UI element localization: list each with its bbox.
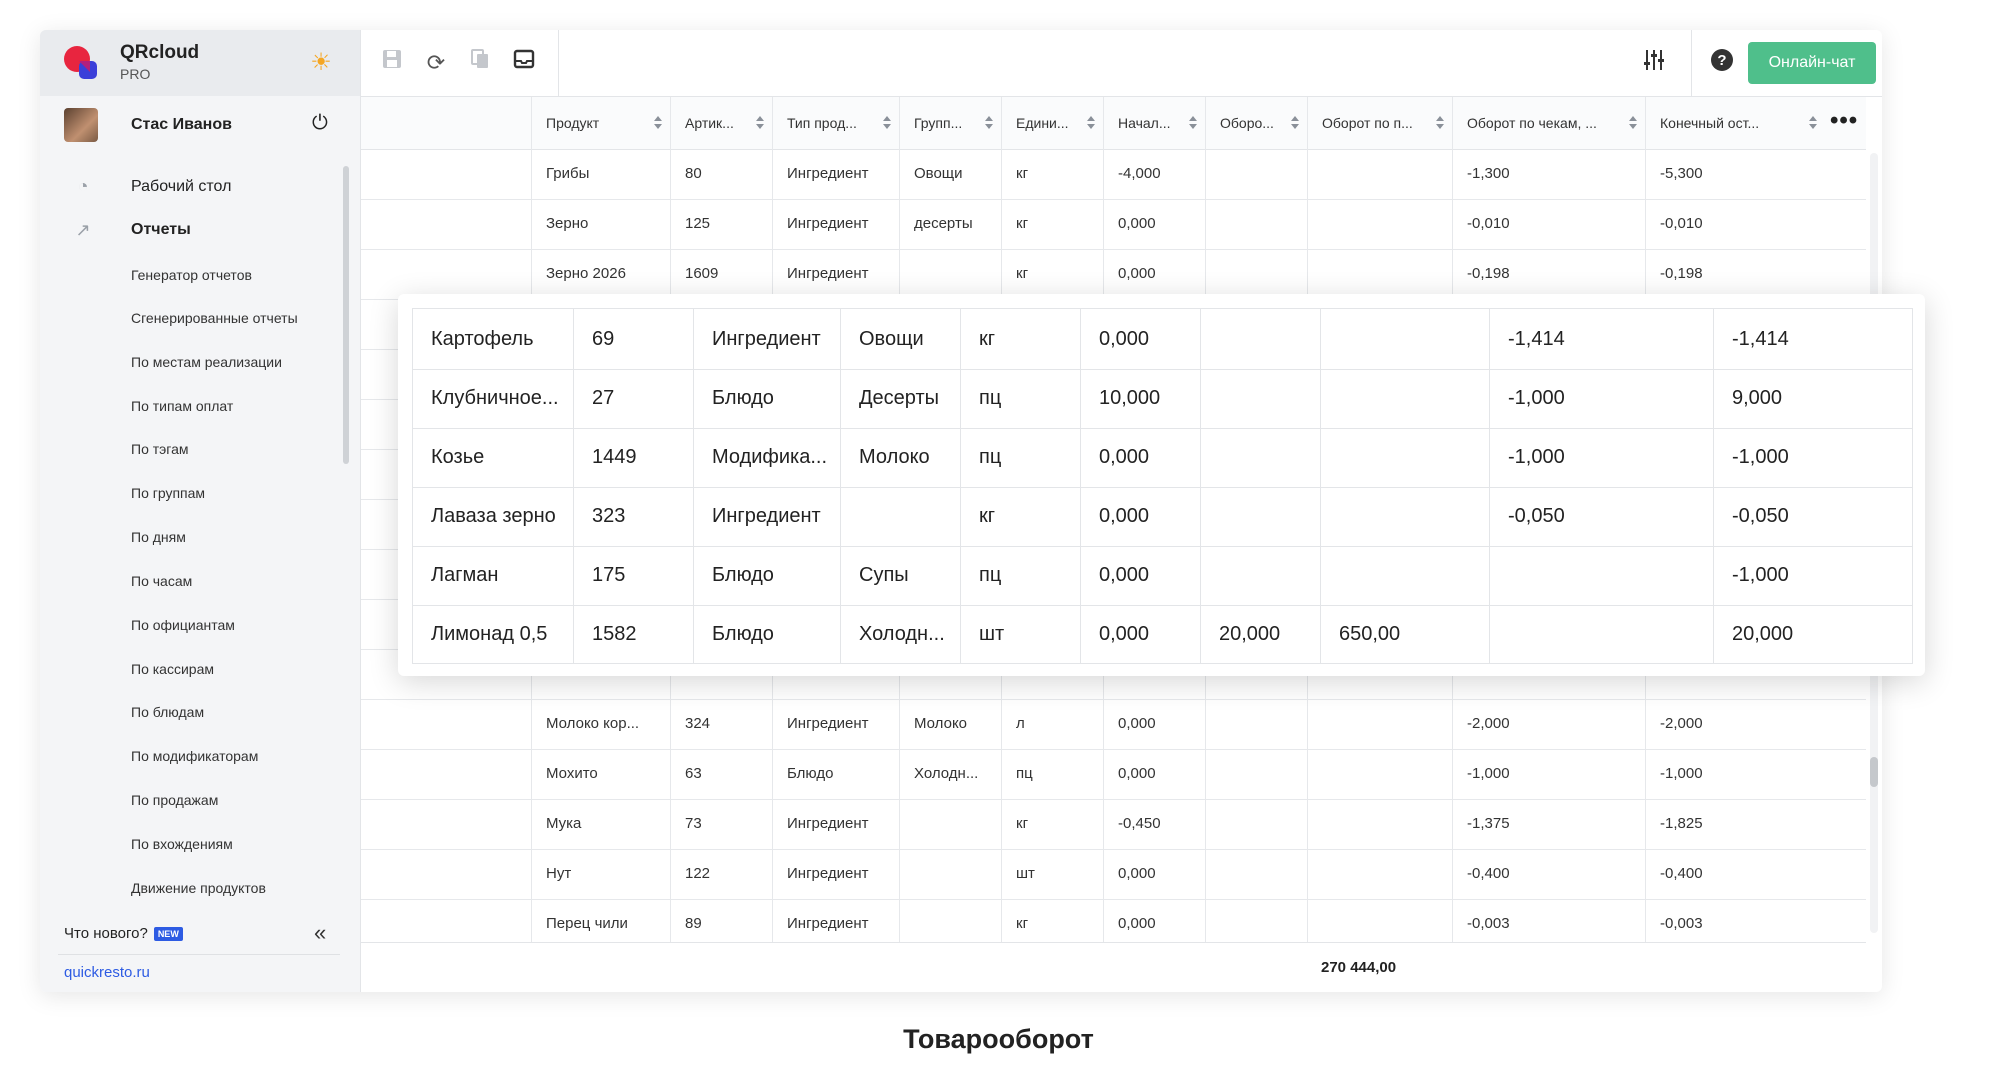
- table-cell: [899, 249, 1001, 299]
- brand-plan: PRO: [120, 66, 151, 82]
- table-cell: [1307, 149, 1452, 199]
- table-cell: [1307, 799, 1452, 849]
- total-turnover: 270 444,00: [1321, 959, 1397, 976]
- sidebar-scrollbar[interactable]: [343, 166, 349, 464]
- table-cell: десерты: [899, 199, 1001, 249]
- table-cell: [1205, 849, 1307, 899]
- table-cell: 1449: [573, 427, 693, 487]
- sort-icon: [883, 116, 891, 130]
- sort-icon: [1629, 116, 1637, 130]
- table-cell: Ингредиент: [772, 799, 899, 849]
- table-cell: -0,010: [1645, 199, 1825, 249]
- table-cell: -1,414: [1713, 309, 1912, 369]
- sidebar-item-report-generator[interactable]: Генератор отчетов: [131, 267, 252, 283]
- chart-icon: ↗: [75, 220, 91, 240]
- sidebar-item-by-sales[interactable]: По продажам: [131, 792, 219, 808]
- site-link[interactable]: quickresto.ru: [64, 964, 150, 981]
- table-cell: Молоко кор...: [531, 699, 670, 749]
- table-row[interactable]: [361, 699, 1866, 750]
- table-cell: 1609: [670, 249, 772, 299]
- row-blank-cell: [361, 749, 531, 799]
- filter-settings-icon[interactable]: [1639, 48, 1669, 78]
- table-row[interactable]: [413, 486, 1912, 547]
- column-header[interactable]: Артик...: [670, 97, 772, 149]
- table-cell: Ингредиент: [772, 199, 899, 249]
- sidebar-item-product-movement[interactable]: Движение продуктов: [131, 880, 266, 896]
- caption: Товарооборот: [903, 1024, 1094, 1054]
- sort-icon: [654, 116, 662, 130]
- column-header[interactable]: Групп...: [899, 97, 1001, 149]
- power-icon[interactable]: ⏻: [312, 112, 328, 134]
- table-cell: -2,000: [1452, 699, 1645, 749]
- table-cell: -4,000: [1103, 149, 1205, 199]
- row-blank-cell: [361, 149, 531, 199]
- table-cell: -1,375: [1452, 799, 1645, 849]
- sidebar-item-by-entries[interactable]: По вхождениям: [131, 836, 233, 852]
- table-cell: 0,000: [1103, 849, 1205, 899]
- table-cell: Зерно: [531, 199, 670, 249]
- column-header[interactable]: Оборот по п...: [1307, 97, 1452, 149]
- table-cell: -1,000: [1713, 545, 1912, 605]
- table-row[interactable]: [413, 368, 1912, 429]
- sort-icon: [756, 116, 764, 130]
- table-cell: [1200, 486, 1320, 546]
- table-cell: Овощи: [840, 309, 960, 369]
- table-cell: Зерно 2026: [531, 249, 670, 299]
- table-cell: -0,198: [1645, 249, 1825, 299]
- table-cell: кг: [1001, 199, 1103, 249]
- table-cell: Картофель: [431, 328, 534, 350]
- table-cell: Блюдо: [772, 749, 899, 799]
- table-cell: шт: [1001, 849, 1103, 899]
- sort-icon: [985, 116, 993, 130]
- sidebar-item-by-days[interactable]: По дням: [131, 529, 186, 545]
- table-cell: [1205, 249, 1307, 299]
- table-cell: 73: [670, 799, 772, 849]
- table-scrollbar-thumb[interactable]: [1870, 757, 1878, 787]
- table-cell: [1205, 199, 1307, 249]
- table-cell: [1489, 545, 1713, 605]
- row-blank-cell: [361, 699, 531, 749]
- column-header[interactable]: Тип прод...: [772, 97, 899, 149]
- table-cell: [1320, 309, 1489, 369]
- table-cell: -0,198: [1452, 249, 1645, 299]
- table-footer: [361, 942, 1866, 992]
- table-cell: -5,300: [1645, 149, 1825, 199]
- table-cell: Молоко: [840, 427, 960, 487]
- user-name: Стас Иванов: [131, 116, 232, 133]
- column-header[interactable]: Оборот по чекам, ...: [1452, 97, 1645, 149]
- row-blank-cell: [361, 249, 531, 299]
- table-row[interactable]: [413, 309, 1912, 370]
- table-cell: -1,000: [1452, 749, 1645, 799]
- table-cell: [1200, 545, 1320, 605]
- zoomed-rows-panel: [398, 294, 1925, 676]
- sort-icon: [1809, 116, 1817, 130]
- table-row[interactable]: [361, 249, 1866, 300]
- table-cell: 650,00: [1320, 604, 1489, 664]
- table-cell: Ингредиент: [772, 249, 899, 299]
- table-cell: Нут: [531, 849, 670, 899]
- table-cell: Ингредиент: [772, 849, 899, 899]
- table-cell: Грибы: [531, 149, 670, 199]
- sidebar-item-by-waiters[interactable]: По официантам: [131, 617, 235, 633]
- table-cell: [899, 799, 1001, 849]
- zoomed-table: [412, 308, 1913, 664]
- table-cell: [1205, 799, 1307, 849]
- header-blank: [361, 97, 531, 149]
- table-cell: 0,000: [1080, 545, 1200, 605]
- table-cell: 89: [670, 899, 772, 949]
- table-cell: [1307, 249, 1452, 299]
- inbox-icon[interactable]: [509, 48, 539, 78]
- help-icon[interactable]: [1707, 48, 1737, 78]
- column-header[interactable]: Едини...: [1001, 97, 1103, 149]
- table-row[interactable]: [413, 427, 1912, 488]
- sidebar-item-dashboard[interactable]: Рабочий стол: [131, 178, 232, 195]
- table-cell: 20,000: [1713, 604, 1912, 664]
- table-cell: 0,000: [1080, 486, 1200, 546]
- table-cell: Ингредиент: [693, 486, 840, 546]
- table-cell: Ингредиент: [693, 309, 840, 369]
- table-cell: -1,414: [1489, 309, 1713, 369]
- avatar[interactable]: [64, 108, 98, 142]
- table-cell: [1200, 368, 1320, 428]
- sidebar: [40, 30, 361, 992]
- row-blank-cell: [361, 799, 531, 849]
- table-cell: 0,000: [1080, 309, 1200, 369]
- table-cell: -0,400: [1645, 849, 1825, 899]
- column-header[interactable]: Оборо...: [1205, 97, 1307, 149]
- table-cell: 324: [670, 699, 772, 749]
- table-cell: [840, 486, 960, 546]
- table-cell: л: [1001, 699, 1103, 749]
- refresh-icon[interactable]: ⟳: [426, 50, 446, 75]
- table-cell: 125: [670, 199, 772, 249]
- column-header[interactable]: Конечный ост...: [1645, 97, 1825, 149]
- table-cell: Овощи: [899, 149, 1001, 199]
- table-row[interactable]: [361, 149, 1866, 200]
- table-cell: Лимонад 0,5: [431, 623, 548, 645]
- table-cell: 0,000: [1080, 604, 1200, 664]
- collapse-sidebar-icon[interactable]: «: [314, 920, 327, 945]
- table-cell: Мохито: [531, 749, 670, 799]
- table-cell: Лаваза зерно: [431, 505, 556, 527]
- table-cell: 0,000: [1080, 427, 1200, 487]
- table-cell: -0,003: [1452, 899, 1645, 949]
- toolbar-separator: [558, 30, 559, 96]
- table-cell: -1,000: [1489, 427, 1713, 487]
- table-cell: Холодн...: [840, 604, 960, 664]
- toolbar-separator: [1691, 30, 1692, 96]
- sort-icon: [1436, 116, 1444, 130]
- table-cell: [1320, 545, 1489, 605]
- sidebar-item-by-modifiers[interactable]: По модификаторам: [131, 748, 259, 764]
- table-cell: [1307, 699, 1452, 749]
- table-cell: 0,000: [1103, 899, 1205, 949]
- table-cell: -1,000: [1645, 749, 1825, 799]
- column-header[interactable]: Начал...: [1103, 97, 1205, 149]
- theme-toggle-sun-icon[interactable]: ☀: [310, 49, 332, 76]
- table-cell: Мука: [531, 799, 670, 849]
- table-cell: 175: [573, 545, 693, 605]
- table-cell: [1320, 368, 1489, 428]
- user-panel: [40, 96, 360, 156]
- table-cell: -0,050: [1489, 486, 1713, 546]
- sidebar-item-generated-reports[interactable]: Сгенерированные отчеты: [131, 310, 298, 326]
- table-cell: 27: [573, 368, 693, 428]
- sort-icon: [1087, 116, 1095, 130]
- table-cell: [899, 849, 1001, 899]
- row-blank-cell: [361, 199, 531, 249]
- table-cell: кг: [1001, 149, 1103, 199]
- table-cell: -0,050: [1713, 486, 1912, 546]
- sidebar-item-reports[interactable]: Отчеты: [131, 221, 191, 238]
- table-cell: [1307, 199, 1452, 249]
- table-cell: -0,400: [1452, 849, 1645, 899]
- table-cell: 0,000: [1103, 199, 1205, 249]
- table-cell: кг: [1001, 799, 1103, 849]
- svg-text:?: ?: [1717, 52, 1727, 69]
- whats-new-link[interactable]: [64, 925, 183, 942]
- sidebar-item-by-tags[interactable]: По тэгам: [131, 441, 189, 457]
- table-cell: [1489, 604, 1713, 664]
- table-cell: -0,003: [1645, 899, 1825, 949]
- table-cell: [1320, 486, 1489, 546]
- table-row[interactable]: [413, 545, 1912, 606]
- table-cell: 1582: [573, 604, 693, 664]
- table-cell: 0,000: [1103, 249, 1205, 299]
- table-cell: [1200, 427, 1320, 487]
- table-cell: 80: [670, 149, 772, 199]
- sort-icon: [1189, 116, 1197, 130]
- table-cell: 69: [573, 309, 693, 369]
- table-cell: -1,000: [1713, 427, 1912, 487]
- table-cell: Перец чили: [531, 899, 670, 949]
- table-cell: [1205, 749, 1307, 799]
- sidebar-item-by-cashiers[interactable]: По кассирам: [131, 661, 214, 677]
- sidebar-item-by-payment-types[interactable]: По типам оплат: [131, 398, 234, 414]
- table-cell: [1200, 309, 1320, 369]
- table-cell: Блюдо: [693, 604, 840, 664]
- sidebar-item-by-sales-places[interactable]: По местам реализации: [131, 354, 282, 370]
- table-cell: 20,000: [1200, 604, 1320, 664]
- table-cell: Супы: [840, 545, 960, 605]
- table-cell: Лагман: [431, 564, 499, 586]
- table-cell: -2,000: [1645, 699, 1825, 749]
- new-badge: NEW: [154, 927, 183, 941]
- qrcloud-logo: [62, 44, 100, 82]
- table-row[interactable]: [413, 604, 1912, 664]
- table-cell: 0,000: [1103, 749, 1205, 799]
- table-cell: [1307, 749, 1452, 799]
- table-cell: -1,000: [1489, 368, 1713, 428]
- save-icon[interactable]: [377, 48, 407, 78]
- table-cell: кг: [960, 309, 1080, 369]
- table-cell: -0,010: [1452, 199, 1645, 249]
- table-header: [361, 97, 1866, 150]
- table-cell: пц: [960, 368, 1080, 428]
- sidebar-item-by-dishes[interactable]: По блюдам: [131, 704, 205, 720]
- table-cell: -1,825: [1645, 799, 1825, 849]
- table-row[interactable]: [361, 849, 1866, 900]
- table-row[interactable]: [361, 199, 1866, 250]
- table-cell: [1307, 849, 1452, 899]
- copy-icon[interactable]: [465, 48, 495, 78]
- table-cell: кг: [960, 486, 1080, 546]
- table-row[interactable]: [361, 749, 1866, 800]
- table-row[interactable]: [361, 799, 1866, 850]
- table-cell: [1320, 427, 1489, 487]
- table-cell: Клубничное...: [431, 387, 559, 409]
- table-cell: 10,000: [1080, 368, 1200, 428]
- table-cell: пц: [1001, 749, 1103, 799]
- table-cell: пц: [960, 545, 1080, 605]
- toolbar: [361, 30, 1882, 97]
- table-cell: Козье: [431, 446, 485, 468]
- table-cell: Ингредиент: [772, 699, 899, 749]
- table-cell: Холодн...: [899, 749, 1001, 799]
- table-cell: Ингредиент: [772, 149, 899, 199]
- sidebar-divider: [58, 954, 340, 955]
- table-cell: [1205, 699, 1307, 749]
- sidebar-item-by-hours[interactable]: По часам: [131, 573, 193, 589]
- more-options-icon[interactable]: •••: [1830, 107, 1859, 134]
- table-cell: 63: [670, 749, 772, 799]
- table-cell: пц: [960, 427, 1080, 487]
- brand-header: [40, 30, 360, 96]
- table-cell: [1205, 149, 1307, 199]
- row-blank-cell: [361, 849, 531, 899]
- table-cell: Модифика...: [693, 427, 840, 487]
- table-cell: -1,300: [1452, 149, 1645, 199]
- sort-icon: [1291, 116, 1299, 130]
- table-cell: Молоко: [899, 699, 1001, 749]
- online-chat-button[interactable]: Онлайн-чат: [1748, 42, 1876, 84]
- table-cell: -0,450: [1103, 799, 1205, 849]
- table-cell: 122: [670, 849, 772, 899]
- table-cell: Ингредиент: [772, 899, 899, 949]
- table-cell: Десерты: [840, 368, 960, 428]
- table-cell: 323: [573, 486, 693, 546]
- sidebar-item-by-groups[interactable]: По группам: [131, 485, 206, 501]
- column-header[interactable]: Продукт: [531, 97, 670, 149]
- table-cell: 0,000: [1103, 699, 1205, 749]
- dashboard-icon: ◔: [77, 176, 89, 196]
- whats-new-label: Что нового?: [64, 925, 148, 942]
- brand-name: QRcloud: [120, 42, 200, 63]
- table-cell: Блюдо: [693, 545, 840, 605]
- table-cell: шт: [960, 604, 1080, 664]
- table-cell: кг: [1001, 899, 1103, 949]
- table-cell: кг: [1001, 249, 1103, 299]
- table-cell: Блюдо: [693, 368, 840, 428]
- table-cell: 9,000: [1713, 368, 1912, 428]
